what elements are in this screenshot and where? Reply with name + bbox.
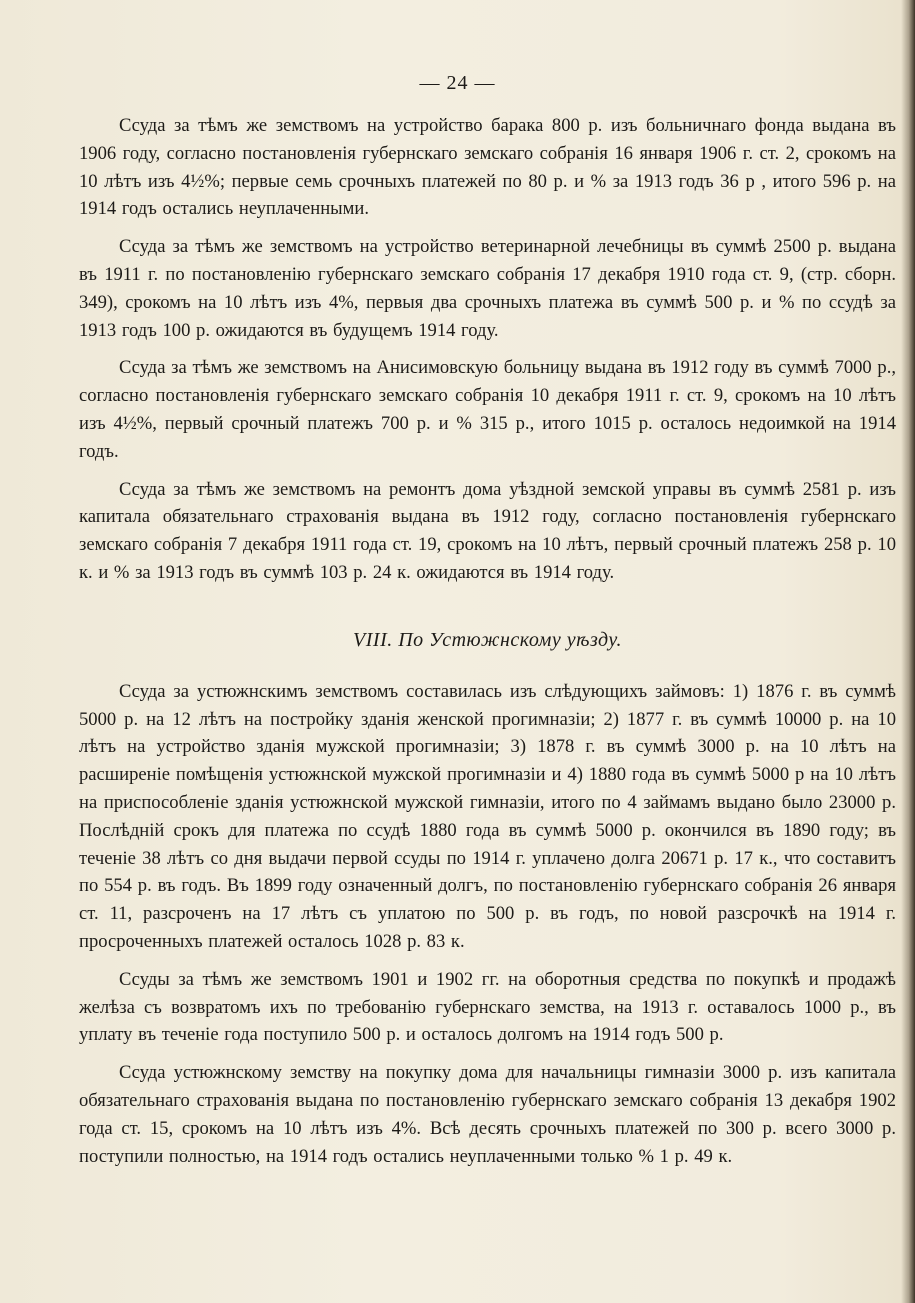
page-edge-shadow (901, 0, 915, 1303)
paragraph-uprava-repair-loan: Ссуда за тѣмъ же земствомъ на ремонтъ дома уѣздной земской управы въ суммѣ 2581 р. изъ капитала обязательнаго страхованія выдана въ 1912 году, согласно постановленія губернскаго земскаго собранія 7 декабря 1911 года ст. 19, срокомъ на 10 лѣтъ, первый срочный платежъ 258 р. 10 к. и % за 1913 годъ въ суммѣ 103 р. 24 к. ожидаются въ 1914 году. (79, 478, 896, 583)
paragraph-veterinary-loan: Ссуда за тѣмъ же земствомъ на устройство ветеринарной лечебницы въ суммѣ 2500 р. выдана въ 1911 г. по постановленію губернскаго земскаго собранія 17 декабря 1910 года ст. 9, (стр. сборн. 349), срокомъ на 10 лѣтъ изъ 4%, первыя два срочныхъ платежа въ суммѣ 500 р. и % по ссудѣ за 1913 годъ 100 р. ожидаются въ будущемъ 1914 году. (79, 236, 896, 341)
paragraph-anisimovskaya-hospital-loan: Ссуда за тѣмъ же земствомъ на Анисимовскую больницу выдана въ 1912 году въ суммѣ 7000 р., согласно постановленія губернскаго земскаго собранія 10 декабря 1911 г. ст. 9, срокомъ на 10 лѣтъ изъ 4½%, первый срочный платежъ 700 р. и % 315 р., итого 1015 р. осталось недоимкой на 1914 годъ. (79, 357, 896, 462)
paragraph-ustyuzhna-loans: Ссуда за устюжнскимъ земствомъ составилась изъ слѣдующихъ займовъ: 1) 1876 г. въ суммѣ 5000 р. на 12 лѣтъ на постройку зданія женской прогимназіи; 2) 1877 г. въ суммѣ 10000 р. на 10 лѣтъ на устройство зданія мужской прогимназіи; 3) 1878 г. въ суммѣ 3000 р. на 10 лѣтъ на расширеніе помѣщенія устюжнской мужской прогимназіи и 4) 1880 года въ суммѣ 5000 р на 10 лѣтъ на приспособленіе зданія устюжнской мужской гимназіи, итого по 4 займамъ выдано было 23000 р. Послѣдній срокъ для платежа по ссудѣ 1880 года въ суммѣ 5000 р. окончился въ 1890 году; въ теченіе 38 лѣтъ со дня выдачи первой ссуды по 1914 г. уплачено долга 20671 р. 17 к., что составитъ по 554 р. въ годъ. Въ 1899 году означенный долгъ, по постановленію губернскаго собранія 26 января ст. 11, разсроченъ на 17 лѣтъ съ уплатою по 500 р. въ годъ, по новой разсрочкѣ на 1914 г. просроченныхъ платежей осталось 1028 р. 83 к. (79, 680, 896, 952)
paragraph-barrack-loan: Ссуда за тѣмъ же земствомъ на устройство барака 800 р. изъ больничнаго фонда выдана въ 1906 году, согласно постановленія губернскаго земскаго собранія 16 января 1906 г. ст. 2, срокомъ на 10 лѣтъ изъ 4½%; первые семь срочныхъ платежей по 80 р. и % за 1913 годъ 36 р , итого 596 р. на 1914 годъ остались неуплаченными. (79, 115, 896, 220)
page-body (79, 112, 896, 1180)
section-heading: VIII. По Устюжнскому уѣзду. (353, 628, 622, 651)
page-number: — 24 — (419, 72, 496, 94)
paragraph-headmistress-house-loan: Ссуда устюжнскому земству на покупку дома для начальницы гимназіи 3000 р. изъ капитала обязательнаго страхованія выдана по постановленію губернскаго земскаго собранія 13 декабря 1902 года ст. 15, срокомъ на 10 лѣтъ изъ 4%. Всѣ десять срочныхъ платежей по 300 р. всего 3000 р. поступили полностью, на 1914 годъ остались неуплаченными только % 1 р. 49 к. (79, 1062, 896, 1167)
paragraph-iron-working-capital: Ссуды за тѣмъ же земствомъ 1901 и 1902 гг. на оборотныя средства по покупкѣ и продажѣ желѣза съ возвратомъ ихъ по требованію губернскаго земства, на 1913 г. оставалось 1000 р., въ уплату въ теченіе года поступило 500 р. и осталось долгомъ на 1914 годъ 500 р. (79, 968, 896, 1046)
